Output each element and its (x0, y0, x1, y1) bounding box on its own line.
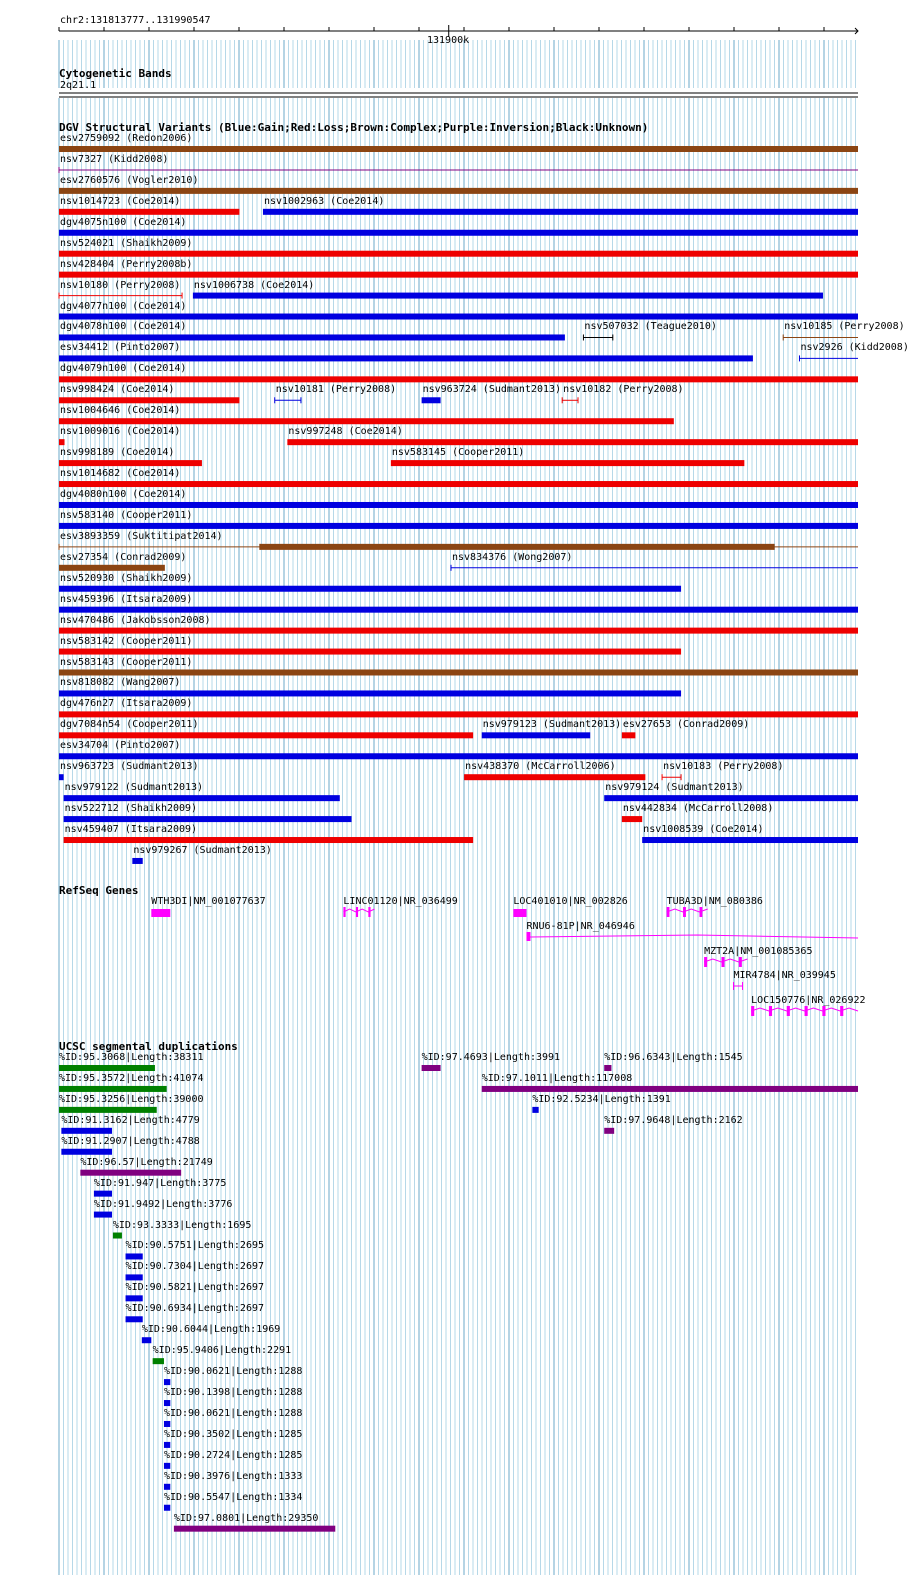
dgv-variant-label[interactable]: dgv4075n100 (Coe2014) (60, 216, 187, 228)
gene-label[interactable]: RNU6-81P|NR_046946 (526, 921, 635, 932)
dgv-variant-label[interactable]: nsv10182 (Perry2008) (563, 384, 684, 396)
dgv-variant-label[interactable]: esv2760576 (Vogler2010) (60, 174, 199, 186)
dgv-variant-label[interactable]: nsv10185 (Perry2008) (784, 321, 905, 333)
dgv-variant-label[interactable]: nsv1008539 (Coe2014) (643, 824, 764, 836)
segdup-label[interactable]: %ID:90.5751|Length:2695 (125, 1240, 265, 1252)
dgv-variant-label[interactable]: nsv583143 (Cooper2011) (60, 656, 193, 668)
dgv-variant-label[interactable]: nsv10183 (Perry2008) (663, 761, 784, 773)
dgv-variant-label[interactable]: nsv963724 (Sudmant2013) (422, 384, 562, 396)
segdup-label[interactable]: %ID:90.5821|Length:2697 (125, 1282, 265, 1294)
segdup-label[interactable]: %ID:90.3976|Length:1333 (163, 1470, 303, 1482)
segdup-label[interactable]: %ID:91.947|Length:3775 (93, 1177, 227, 1189)
gene-label[interactable]: LINC01120|NR_036499 (343, 896, 458, 907)
dgv-variant-label[interactable]: nsv1014682 (Coe2014) (60, 468, 181, 480)
dgv-variant-label[interactable]: esv3893359 (Suktitipat2014) (60, 530, 223, 542)
dgv-variant-label[interactable]: nsv1014723 (Coe2014) (60, 195, 181, 207)
segdup-label[interactable]: %ID:96.57|Length:21749 (80, 1156, 213, 1168)
dgv-variant-label[interactable]: nsv583140 (Cooper2011) (60, 509, 193, 521)
segdup-label[interactable]: %ID:95.3572|Length:41074 (59, 1072, 204, 1084)
dgv-variant-label[interactable]: esv2759092 (Redon2006) (60, 133, 193, 144)
dgv-variant-label[interactable]: nsv1002963 (Coe2014) (263, 195, 385, 207)
ruler-range-label: chr2:131813777..131990547 (60, 15, 211, 26)
dgv-variant-label[interactable]: nsv998424 (Coe2014) (60, 384, 175, 396)
segdup-label[interactable]: %ID:95.3256|Length:39000 (59, 1093, 204, 1105)
dgv-variant-label[interactable]: dgv7084n54 (Cooper2011) (60, 719, 199, 731)
dgv-variant-label[interactable]: nsv1006738 (Coe2014) (193, 279, 315, 291)
segdup-label[interactable]: %ID:91.3162|Length:4779 (61, 1114, 200, 1126)
segdup-label[interactable]: %ID:92.5234|Length:1391 (532, 1093, 671, 1105)
dgv-variant-label[interactable]: nsv10181 (Perry2008) (275, 384, 397, 396)
dgv-variant-label[interactable]: nsv1009016 (Coe2014) (60, 426, 181, 438)
dgv-variant-label[interactable]: esv27653 (Conrad2009) (622, 719, 750, 731)
dgv-variant-label[interactable]: nsv998189 (Coe2014) (60, 447, 175, 459)
dgv-variant-label[interactable]: nsv979124 (Sudmant2013) (605, 782, 744, 794)
segdup-label[interactable]: %ID:97.9648|Length:2162 (604, 1114, 743, 1126)
dgv-variant-label[interactable]: nsv459407 (Itsara2009) (64, 824, 198, 836)
segdup-label[interactable]: %ID:95.3068|Length:38311 (59, 1052, 204, 1063)
segdup-label[interactable]: %ID:97.0801|Length:29350 (173, 1512, 319, 1524)
dgv-variant-label[interactable]: nsv428404 (Perry2008b) (60, 258, 193, 270)
cytoband-label: 2q21.1 (60, 80, 97, 91)
segdup-label[interactable]: %ID:97.4693|Length:3991 (421, 1052, 561, 1063)
segdup-track-title[interactable]: UCSC segmental duplications (59, 1040, 238, 1053)
dgv-variant-label[interactable]: nsv834376 (Wong2007) (451, 551, 573, 563)
ruler-tick-label: 131900k (427, 35, 470, 46)
dgv-variant-label[interactable]: esv34412 (Pinto2007) (60, 342, 181, 354)
dgv-variant-label[interactable]: nsv979123 (Sudmant2013) (482, 719, 622, 731)
dgv-variant-label[interactable]: nsv520930 (Shaikh2009) (60, 572, 193, 584)
dgv-variant-label[interactable]: nsv979267 (Sudmant2013) (133, 844, 272, 856)
dgv-variant-label[interactable]: nsv1004646 (Coe2014) (60, 405, 181, 417)
dgv-variant-label[interactable]: nsv963723 (Sudmant2013) (60, 761, 199, 773)
dgv-variant-label[interactable]: nsv2926 (Kidd2008) (800, 342, 909, 354)
dgv-variant-label[interactable]: nsv524021 (Shaikh2009) (60, 237, 193, 249)
dgv-variant-label[interactable]: esv34704 (Pinto2007) (60, 740, 181, 752)
dgv-variant-label[interactable]: dgv476n27 (Itsara2009) (60, 698, 193, 710)
dgv-variant-label[interactable]: nsv997248 (Coe2014) (288, 426, 403, 438)
dgv-variant-label[interactable]: dgv4077n100 (Coe2014) (60, 300, 187, 312)
gene-label[interactable]: MIR4784|NR_039945 (733, 970, 836, 981)
segdup-label[interactable]: %ID:90.6934|Length:2697 (125, 1303, 265, 1315)
dgv-variant-label[interactable]: nsv522712 (Shaikh2009) (64, 803, 198, 815)
segdup-label[interactable]: %ID:96.6343|Length:1545 (604, 1052, 743, 1063)
dgv-variant-label[interactable]: nsv583145 (Cooper2011) (391, 447, 525, 459)
segdup-label[interactable]: %ID:90.6044|Length:1969 (141, 1324, 281, 1336)
dgv-variant-label[interactable]: dgv4080n100 (Coe2014) (60, 488, 187, 500)
dgv-variant-label[interactable]: nsv438370 (McCarroll2006) (465, 761, 616, 773)
segdup-label[interactable]: %ID:90.0621|Length:1288 (163, 1407, 303, 1419)
dgv-variant-label[interactable]: nsv818082 (Wang2007) (60, 677, 181, 689)
dgv-variant-label[interactable]: nsv10180 (Perry2008) (60, 279, 181, 291)
dgv-variant-label[interactable]: nsv470486 (Jakobsson2008) (60, 614, 211, 626)
dgv-variant-label[interactable]: esv27354 (Conrad2009) (60, 551, 187, 563)
segdup-label[interactable]: %ID:97.1011|Length:117008 (481, 1072, 633, 1084)
dgv-track-title[interactable]: DGV Structural Variants (Blue:Gain;Red:Loss;Brown:Complex;Purple:Inversion;Black:Unknown) (59, 121, 649, 134)
dgv-variant-label[interactable]: nsv442834 (McCarroll2008) (622, 803, 774, 815)
dgv-variant-label[interactable]: dgv4078n100 (Coe2014) (60, 321, 187, 333)
segdup-label[interactable]: %ID:93.3333|Length:1695 (112, 1219, 252, 1231)
dgv-variant-label[interactable]: nsv459396 (Itsara2009) (60, 593, 193, 605)
segdup-label[interactable]: %ID:90.7304|Length:2697 (125, 1261, 265, 1273)
segdup-label[interactable]: %ID:90.5547|Length:1334 (163, 1491, 303, 1503)
segdup-label[interactable]: %ID:91.2907|Length:4788 (61, 1135, 200, 1147)
dgv-variant-label[interactable]: nsv507032 (Teague2010) (584, 321, 717, 333)
dgv-variant-label[interactable]: nsv7327 (Kidd2008) (60, 153, 169, 165)
segdup-label[interactable]: %ID:90.3502|Length:1285 (163, 1428, 303, 1440)
segdup-label[interactable]: %ID:90.2724|Length:1285 (163, 1449, 303, 1461)
segdup-label[interactable]: %ID:90.0621|Length:1288 (163, 1366, 303, 1378)
dgv-variant-label[interactable]: nsv583142 (Cooper2011) (60, 635, 193, 647)
segdup-label[interactable]: %ID:90.1398|Length:1288 (163, 1387, 303, 1399)
dgv-variant-label[interactable]: dgv4079n100 (Coe2014) (60, 363, 187, 375)
gene-label[interactable]: TUBA3D|NM_080386 (666, 896, 763, 907)
gene-label[interactable]: LOC150776|NR_026922 (751, 995, 866, 1006)
gene-label[interactable]: LOC401010|NR_002826 (513, 896, 628, 907)
dgv-variant-label[interactable]: nsv979122 (Sudmant2013) (64, 782, 204, 794)
cytoband-track-title[interactable]: Cytogenetic Bands (59, 67, 172, 80)
gene-label[interactable]: WTH3DI|NM_001077637 (151, 896, 266, 907)
segdup-label[interactable]: %ID:95.9406|Length:2291 (152, 1345, 292, 1357)
refseq-track-title[interactable]: RefSeq Genes (59, 884, 139, 897)
segdup-label[interactable]: %ID:91.9492|Length:3776 (93, 1198, 233, 1210)
gene-label[interactable]: MZT2A|NM_001085365 (704, 946, 813, 957)
